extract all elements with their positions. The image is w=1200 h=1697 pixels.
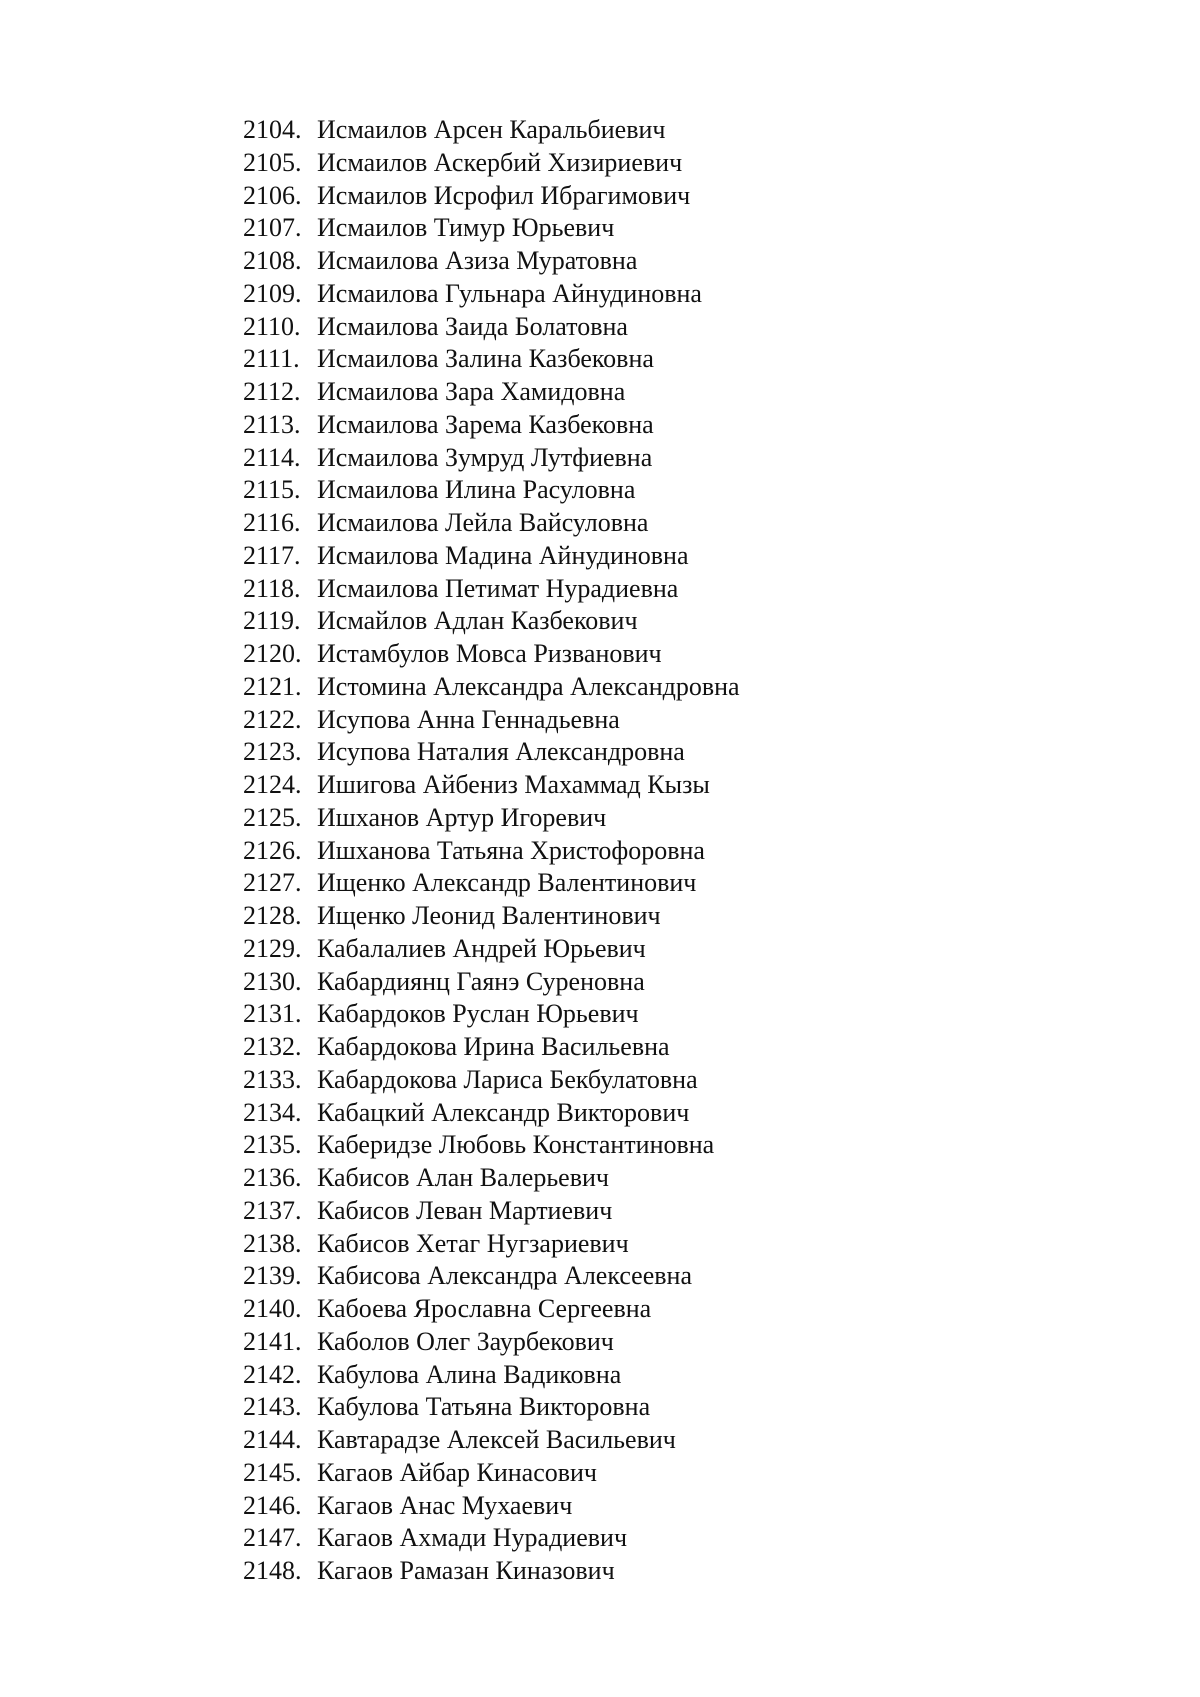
entry-number: 2113. (243, 409, 301, 439)
entry-number: 2129. (243, 933, 302, 963)
list-item (243, 736, 740, 769)
entry-name: Кабисова Александра Алексеевна (317, 1261, 692, 1291)
list-item (243, 442, 740, 475)
entry-number: 2132. (243, 1032, 302, 1061)
list-item (243, 704, 740, 737)
entry-number: 2114. (243, 442, 301, 472)
list-item (243, 409, 740, 442)
entry-number: 2141. (243, 1326, 302, 1356)
entry-number: 2108. (243, 246, 302, 275)
list-item (243, 245, 740, 278)
entry-number: 2120. (243, 639, 302, 668)
entry-name: Ищенко Леонид Валентинович (317, 901, 661, 930)
entry-name: Кабисов Алан Валерьевич (317, 1163, 609, 1192)
list-item (243, 1162, 740, 1195)
list-item (243, 769, 740, 802)
entry-number: 2133. (243, 1064, 302, 1094)
entry-name: Исмайлов Адлан Казбекович (317, 606, 638, 636)
entry-number: 2134. (243, 1097, 302, 1127)
entry-number: 2117. (243, 540, 301, 570)
entry-number: 2105. (243, 147, 302, 177)
entry-number: 2124. (243, 770, 302, 799)
entry-name: Исмаилова Азиза Муратовна (317, 246, 638, 275)
list-item (243, 212, 740, 245)
entry-number: 2118. (243, 573, 301, 603)
entry-name: Исмаилова Илина Расуловна (317, 475, 636, 505)
entry-number: 2128. (243, 901, 302, 930)
entry-name: Кавтарадзе Алексей Васильевич (317, 1425, 676, 1454)
entry-name: Кабацкий Александр Викторович (317, 1097, 690, 1127)
entry-number: 2143. (243, 1392, 302, 1422)
list-item (243, 1326, 740, 1359)
entry-number: 2121. (243, 671, 302, 701)
list-item (243, 1195, 740, 1228)
entry-name: Ишханов Артур Игоревич (317, 802, 607, 832)
entry-name: Исмаилов Арсен Каральбиевич (317, 115, 666, 144)
list-item (243, 900, 740, 933)
entry-name: Кагаов Ахмади Нурадиевич (317, 1523, 628, 1553)
list-item (243, 376, 740, 409)
entry-name: Истомина Александра Александровна (317, 671, 740, 701)
entry-name: Кагаов Рамазан Киназович (317, 1556, 615, 1585)
entry-name: Кабисов Леван Мартиевич (317, 1195, 613, 1225)
list-item (243, 180, 740, 213)
list-item (243, 933, 740, 966)
list-item (243, 1097, 740, 1130)
entry-name: Истамбулов Мовса Ризванович (317, 639, 662, 668)
entry-name: Исмаилова Зарема Казбековна (317, 409, 654, 439)
entry-name: Исупова Анна Геннадьевна (317, 704, 620, 734)
entry-number: 2137. (243, 1195, 302, 1225)
list-item (243, 1260, 740, 1293)
entry-name: Кабоева Ярославна Сергеевна (317, 1294, 652, 1323)
list-item (243, 1391, 740, 1424)
entry-number: 2145. (243, 1457, 302, 1487)
list-item (243, 1490, 740, 1523)
list-item (243, 1522, 740, 1555)
entry-number: 2138. (243, 1228, 302, 1258)
list-item (243, 474, 740, 507)
entry-name: Каболов Олег Заурбекович (317, 1326, 614, 1356)
list-item (243, 147, 740, 180)
entry-number: 2116. (243, 508, 301, 537)
entry-number: 2140. (243, 1294, 302, 1323)
entry-number: 2147. (243, 1523, 302, 1553)
entry-number: 2112. (243, 377, 301, 406)
entry-name: Ищенко Александр Валентинович (317, 868, 697, 898)
list-item (243, 867, 740, 900)
entry-number: 2142. (243, 1359, 302, 1389)
entry-number: 2115. (243, 475, 301, 505)
name-list (243, 114, 740, 1588)
entry-number: 2122. (243, 704, 302, 734)
entry-number: 2123. (243, 737, 302, 767)
entry-number: 2139. (243, 1261, 302, 1291)
list-item (243, 638, 740, 671)
entry-number: 2135. (243, 1130, 302, 1160)
list-item (243, 114, 740, 147)
list-item (243, 1359, 740, 1392)
list-item (243, 802, 740, 835)
entry-name: Исмаилов Аскербий Хизириевич (317, 147, 683, 177)
list-item (243, 605, 740, 638)
list-item (243, 343, 740, 376)
entry-name: Исмаилова Мадина Айнудиновна (317, 540, 689, 570)
entry-number: 2146. (243, 1490, 302, 1520)
entry-name: Исупова Наталия Александровна (317, 737, 685, 767)
entry-name: Кабулова Алина Вадиковна (317, 1359, 622, 1389)
entry-name: Кабисов Хетаг Нугзариевич (317, 1228, 629, 1258)
list-item (243, 1064, 740, 1097)
entry-name: Исмаилова Зара Хамидовна (317, 377, 626, 406)
entry-name: Исмаилова Петимат Нурадиевна (317, 573, 679, 603)
entry-name: Кагаов Айбар Кинасович (317, 1457, 597, 1487)
entry-number: 2110. (243, 311, 301, 341)
entry-name: Ишханова Татьяна Христофоровна (317, 835, 705, 865)
entry-number: 2130. (243, 966, 302, 996)
entry-number: 2125. (243, 802, 302, 832)
list-item (243, 998, 740, 1031)
list-item (243, 1424, 740, 1457)
entry-number: 2127. (243, 868, 302, 898)
entry-number: 2131. (243, 999, 302, 1029)
entry-name: Исмаилова Лейла Вайсуловна (317, 508, 649, 537)
entry-name: Кабалалиев Андрей Юрьевич (317, 933, 646, 963)
entry-number: 2136. (243, 1163, 302, 1192)
entry-name: Исмаилова Зумруд Лутфиевна (317, 442, 653, 472)
entry-name: Кабардокова Лариса Бекбулатовна (317, 1064, 698, 1094)
entry-number: 2106. (243, 180, 302, 210)
list-item (243, 1228, 740, 1261)
list-item (243, 278, 740, 311)
entry-name: Исмаилов Тимур Юрьевич (317, 213, 615, 243)
list-item (243, 540, 740, 573)
entry-number: 2148. (243, 1556, 302, 1585)
entry-number: 2119. (243, 606, 301, 636)
entry-name: Кабардокова Ирина Васильевна (317, 1032, 670, 1061)
list-item (243, 1031, 740, 1064)
entry-number: 2104. (243, 115, 302, 144)
list-item (243, 1457, 740, 1490)
entry-name: Исмаилова Заида Болатовна (317, 311, 628, 341)
entry-number: 2144. (243, 1425, 302, 1454)
entry-number: 2109. (243, 278, 302, 308)
list-item (243, 507, 740, 540)
entry-name: Исмаилова Гульнара Айнудиновна (317, 278, 702, 308)
entry-name: Исмаилов Исрофил Ибрагимович (317, 180, 691, 210)
list-item (243, 966, 740, 999)
list-item (243, 1555, 740, 1588)
entry-number: 2126. (243, 835, 302, 865)
entry-number: 2111. (243, 344, 300, 374)
entry-name: Ишигова Айбениз Махаммад Кызы (317, 770, 710, 799)
list-item (243, 835, 740, 868)
entry-name: Каберидзе Любовь Константиновна (317, 1130, 715, 1160)
entry-name: Кабулова Татьяна Викторовна (317, 1392, 651, 1422)
list-item (243, 573, 740, 606)
entry-name: Кабардоков Руслан Юрьевич (317, 999, 639, 1029)
entry-name: Кабардиянц Гаянэ Суреновна (317, 966, 645, 996)
entry-name: Исмаилова Залина Казбековна (317, 344, 654, 374)
list-item (243, 671, 740, 704)
list-item (243, 1129, 740, 1162)
entry-number: 2107. (243, 213, 302, 243)
list-item (243, 1293, 740, 1326)
entry-name: Кагаов Анас Мухаевич (317, 1490, 573, 1520)
list-item (243, 311, 740, 344)
